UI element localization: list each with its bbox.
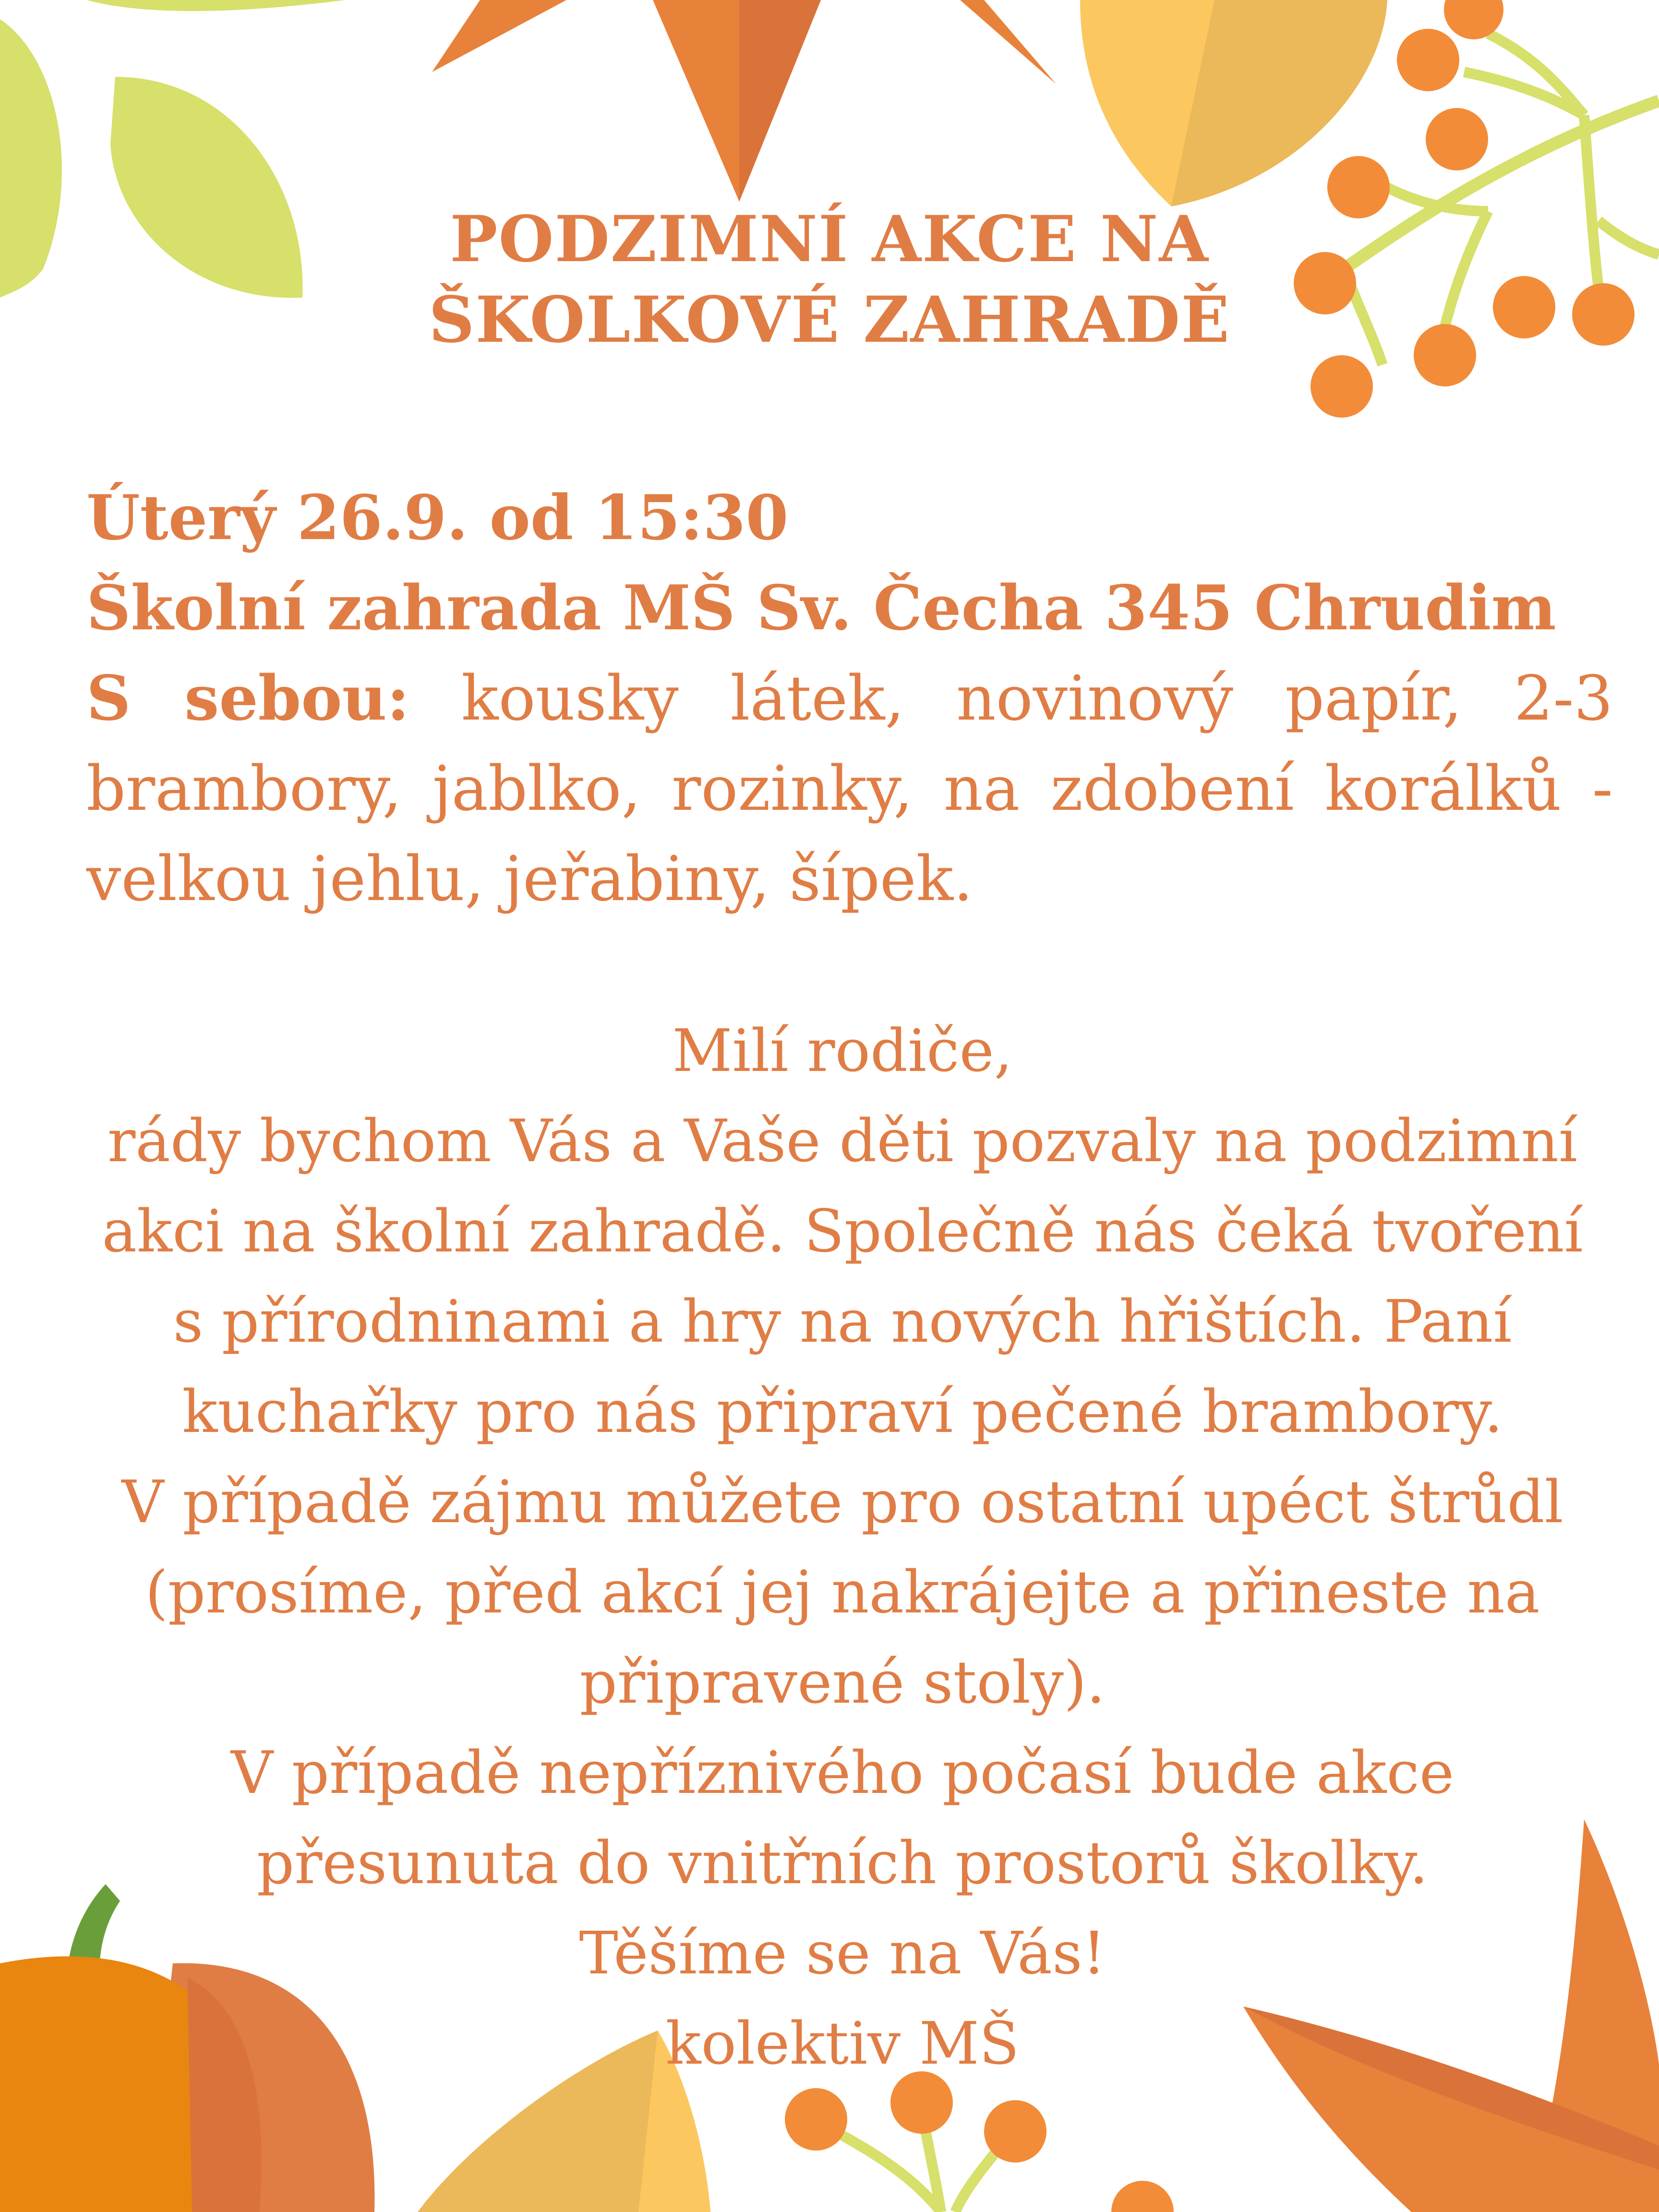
letter-line: V případě nepříznivého počasí bude akce [230, 1739, 1455, 1807]
berry-cluster-icon [785, 2071, 1174, 2212]
letter-line: kuchařky pro nás připraví pečené brambory. [182, 1378, 1503, 1446]
letter-line: Těšíme se na Vás! [579, 1919, 1106, 1987]
letter-line: kolektiv MŠ [665, 2009, 1020, 2078]
letter-line: akci na školní zahradě. Společně nás čeká tvoření [102, 1197, 1583, 1265]
orange-leaf-icon [432, 0, 1056, 202]
letter-line: připravené stoly). [579, 1648, 1106, 1717]
bring-along [86, 653, 1613, 925]
title-line: ŠKOLKOVÉ ZAHRADĚ [429, 283, 1230, 357]
page-title [0, 199, 1659, 361]
letter-line: (prosíme, před akcí jej nakrájejte a přineste na [145, 1558, 1540, 1626]
event-place: Školní zahrada MŠ Sv. Čecha 345 Chrudim [86, 572, 1556, 644]
letter-line: V případě zájmu můžete pro ostatní upéct štrůdl [121, 1468, 1563, 1536]
letter-line: přesunuta do vnitřních prostorů školky. [257, 1829, 1428, 1897]
invitation-letter [0, 1006, 1659, 2089]
bring-label: S sebou: [86, 662, 409, 734]
letter-line: s přírodninami a hry na nových hřištích. Paní [173, 1287, 1512, 1356]
event-date: Úterý 26.9. od 15:30 [86, 482, 789, 554]
title-line: PODZIMNÍ AKCE NA [450, 202, 1209, 276]
letter-line: Milí rodiče, [672, 1017, 1013, 1085]
letter-line: rády bychom Vás a Vaše děti pozvaly na podzimní [107, 1107, 1578, 1175]
bring-text: kousky látek, novinový papír, 2-3 brambory, jablko, rozinky, na zdobení korálků - velkou jehlu, jeřabiny, šípek. [86, 663, 1613, 915]
event-info [86, 473, 1613, 925]
